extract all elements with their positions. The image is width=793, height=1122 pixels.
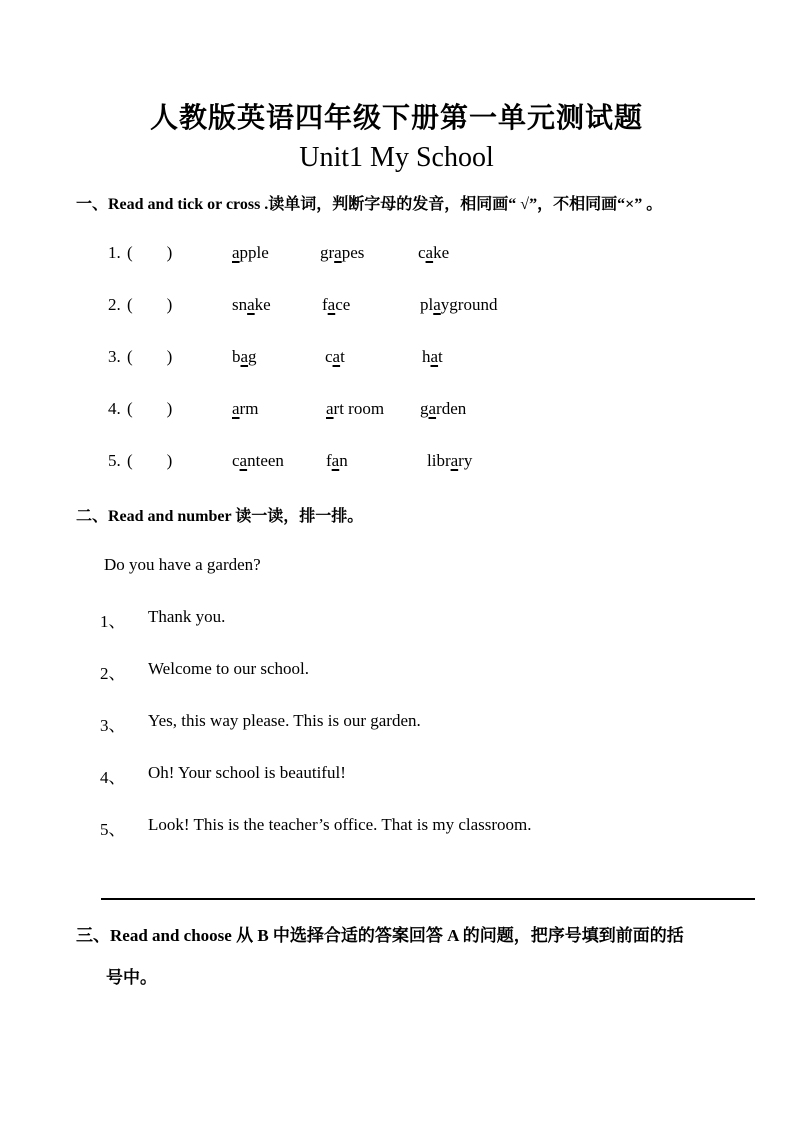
underlined-letter: a — [450, 451, 459, 470]
underlined-letter: a — [327, 295, 336, 314]
word-w2: cat — [325, 347, 345, 366]
underlined-letter: a — [239, 451, 248, 470]
word-w1: apple — [232, 243, 269, 262]
section-3-heading-line-1: 三、Read and choose 从 B 中选择合适的答案回答 A 的问题，把序号填到前面的括 — [76, 926, 684, 945]
item-number: 3、 — [100, 716, 126, 735]
answer-blank: ( ) — [127, 451, 173, 470]
answer-line — [101, 898, 755, 900]
word-w3: garden — [420, 399, 467, 418]
item-number: 4、 — [100, 768, 126, 787]
underlined-letter: a — [334, 243, 342, 262]
word-w1: arm — [232, 399, 259, 418]
section-2-intro: Do you have a garden? — [104, 555, 261, 574]
word-w3: library — [427, 451, 473, 470]
section-1-heading: 一、Read and tick or cross .读单词，判断字母的发音，相同画“ √”，不相同画“×” 。 — [76, 196, 663, 213]
word-w3: cake — [418, 243, 450, 262]
word-w1: snake — [232, 295, 271, 314]
underlined-letter: a — [232, 243, 240, 262]
answer-blank: ( ) — [127, 399, 173, 418]
item-number: 2、 — [100, 664, 126, 683]
item-number: 2. — [108, 295, 121, 314]
answer-blank: ( ) — [127, 243, 173, 262]
page-title: 人教版英语四年级下册第一单元测试题 — [149, 103, 643, 134]
word-w2: art room — [326, 399, 385, 418]
sentence: Yes, this way please. This is our garden. — [148, 711, 421, 730]
item-number: 3. — [108, 347, 121, 366]
underlined-letter: a — [430, 347, 439, 366]
underlined-letter: a — [331, 451, 340, 470]
underlined-letter: a — [326, 399, 334, 418]
answer-blank: ( ) — [127, 295, 173, 314]
item-number: 4. — [108, 399, 121, 418]
word-w3: playground — [420, 295, 498, 314]
item-number: 1、 — [100, 612, 126, 631]
underlined-letter: a — [332, 347, 341, 366]
underlined-letter: a — [428, 399, 437, 418]
underlined-letter: a — [425, 243, 434, 262]
item-number: 1. — [108, 243, 121, 262]
section-3-heading-line-2: 号中。 — [106, 968, 157, 987]
word-w1: canteen — [232, 451, 284, 470]
underlined-letter: a — [433, 295, 441, 314]
word-w2: face — [322, 295, 351, 314]
section-2-heading: 二、Read and number 读一读，排一排。 — [76, 508, 364, 525]
sentence: Oh! Your school is beautiful! — [148, 763, 346, 782]
sentence: Thank you. — [148, 607, 226, 626]
word-w2: fan — [326, 451, 348, 470]
underlined-letter: a — [232, 399, 240, 418]
answer-blank: ( ) — [127, 347, 173, 366]
word-w3: hat — [422, 347, 443, 366]
word-w2: grapes — [320, 243, 365, 262]
word-w1: bag — [232, 347, 257, 366]
sentence: Look! This is the teacher’s office. That is my classroom. — [148, 815, 532, 834]
underlined-letter: a — [247, 295, 255, 314]
item-number: 5. — [108, 451, 121, 470]
page-subtitle: Unit1 My School — [299, 142, 494, 173]
underlined-letter: a — [240, 347, 249, 366]
sentence: Welcome to our school. — [148, 659, 310, 678]
item-number: 5、 — [100, 820, 126, 839]
